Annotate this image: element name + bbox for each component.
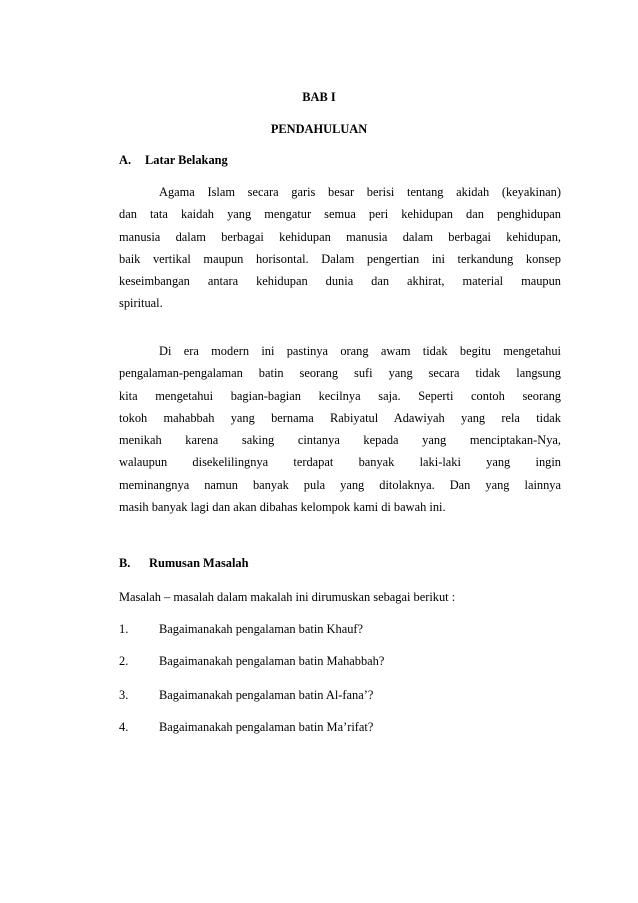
section-b-title: Rumusan Masalah	[149, 556, 249, 570]
list-item-text: Bagaimanakah pengalaman batin Mahabbah?	[159, 654, 385, 668]
paragraph-line: meminangnya namun banyak pula yang ditolaknya. Dan yang lainnya	[119, 477, 561, 492]
section-a-heading	[119, 153, 228, 168]
paragraph-1	[119, 181, 561, 315]
paragraph-line: keseimbangan antara kehidupan dunia dan akhirat, material maupun	[119, 274, 561, 289]
list-item	[119, 720, 373, 735]
chapter-label: BAB I	[302, 90, 336, 104]
paragraph-line: menikah karena saking cintanya kepada yang menciptakan-Nya,	[119, 433, 561, 448]
paragraph-line: walaupun disekelilingnya terdapat banyak laki-laki yang ingin	[119, 455, 561, 470]
problem-intro: Masalah – masalah dalam makalah ini dirumuskan sebagai berikut :	[119, 590, 456, 604]
list-item-text: Bagaimanakah pengalaman batin Khauf?	[159, 622, 364, 636]
list-item-number: 3.	[119, 688, 129, 702]
paragraph-line: baik vertikal maupun horisontal. Dalam pengertian ini terkandung konsep	[119, 251, 561, 266]
list-item	[119, 622, 363, 637]
section-a-number: A.	[119, 153, 132, 167]
list-item-text: Bagaimanakah pengalaman batin Al-fana’?	[159, 688, 374, 702]
paragraph-line: Agama Islam secara garis besar berisi tentang akidah (keyakinan)	[159, 185, 561, 199]
list-item-number: 4.	[119, 720, 129, 734]
chapter-title: PENDAHULUAN	[270, 122, 368, 136]
list-item	[119, 688, 373, 703]
list-item-text: Bagaimanakah pengalaman batin Ma’rifat?	[159, 720, 374, 734]
paragraph-line: pengalaman-pengalaman batin seorang sufi yang secara tidak langsung	[119, 366, 561, 381]
section-b-heading	[119, 556, 249, 571]
paragraph-line: Di era modern ini pastinya orang awam tidak begitu mengetahui	[159, 344, 561, 358]
paragraph-line: manusia dalam berbagai kehidupan manusia dalam berbagai kehidupan,	[119, 229, 561, 244]
paragraph-line: tokoh mahabbah yang bernama Rabiyatul Adawiyah yang rela tidak	[119, 410, 561, 425]
paragraph-line: masih banyak lagi dan akan dibahas kelompok kami di bawah ini.	[119, 500, 446, 515]
list-item	[119, 654, 384, 669]
paragraph-line: kita mengetahui bagian-bagian kecilnya saja. Seperti contoh seorang	[119, 388, 561, 403]
paragraph-line: dan tata kaidah yang mengatur semua peri kehidupan dan penghidupan	[119, 207, 561, 222]
list-item-number: 1.	[119, 622, 129, 636]
section-a-title: Latar Belakang	[145, 153, 228, 167]
section-b-number: B.	[119, 556, 131, 570]
paragraph-line: spiritual.	[119, 296, 163, 311]
list-item-number: 2.	[119, 654, 129, 668]
paragraph-2	[119, 340, 561, 518]
